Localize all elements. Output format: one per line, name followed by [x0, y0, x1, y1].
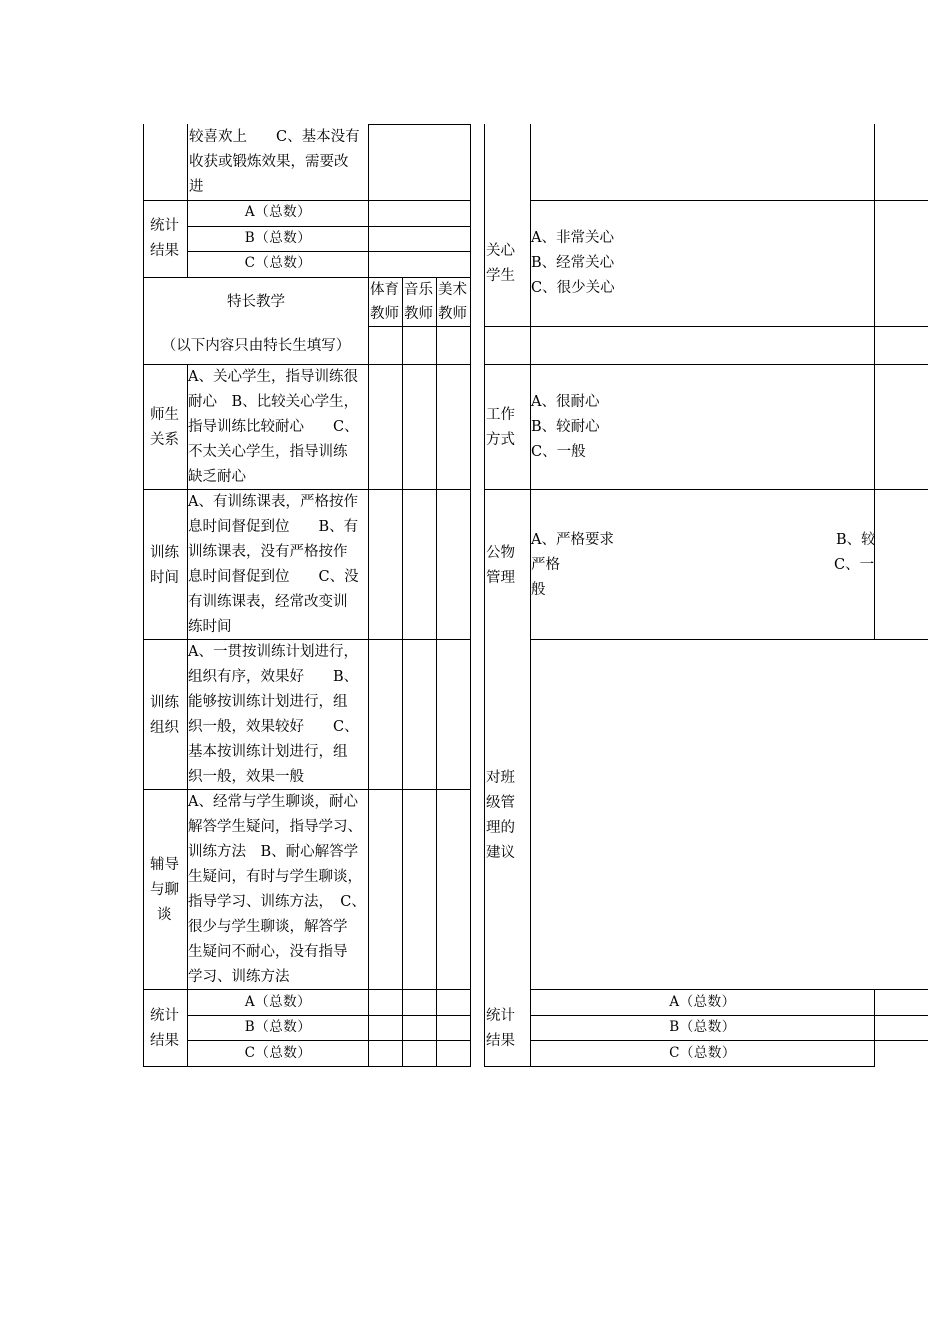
special-note: （以下内容只由特长生填写）	[161, 338, 351, 354]
stat-row-a: A（总数）	[244, 994, 312, 1010]
option-line: 较喜欢上 C、基本没有	[189, 129, 360, 145]
option-line: 收获或锻炼效果，需要改	[189, 154, 349, 170]
stat-row-c: C（总数）	[669, 1045, 736, 1061]
stat-row-b: B（总数）	[669, 1019, 736, 1035]
stat-row-c: C（总数）	[244, 255, 312, 271]
suggestions-input-area[interactable]	[531, 640, 873, 988]
stat-row-a: A（总数）	[244, 204, 312, 220]
stat-row-b: B（总数）	[244, 230, 312, 246]
option-line: 进	[189, 179, 204, 195]
special-title: 特长教学	[227, 294, 285, 310]
stat-row-a: A（总数）	[669, 994, 736, 1010]
stat-row-c: C（总数）	[244, 1045, 312, 1061]
stat-row-b: B（总数）	[244, 1019, 312, 1035]
